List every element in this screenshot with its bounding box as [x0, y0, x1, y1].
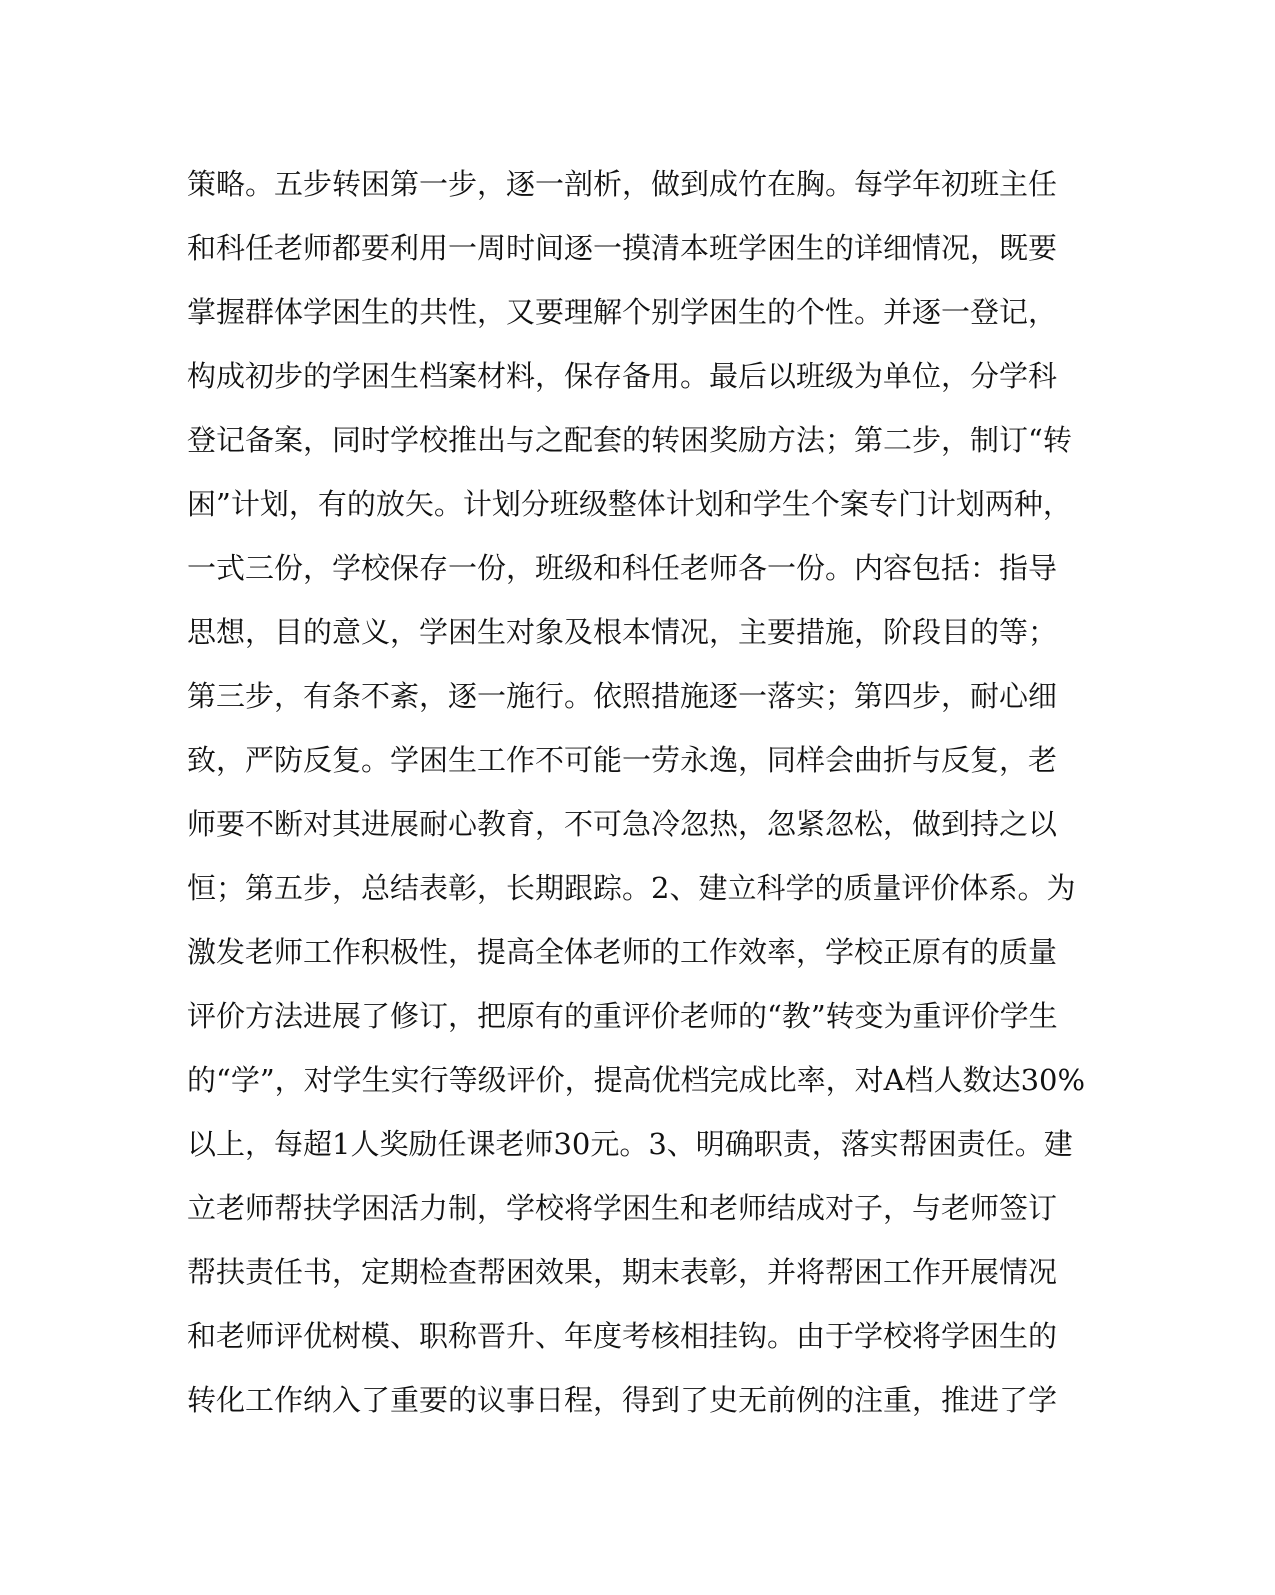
- text-line-6: 困”计划，有的放矢。计划分班级整体计划和学生个案专门计划两种，: [187, 487, 1072, 521]
- text-line-15: 的“学”，对学生实行等级评价，提高优档完成比率，对A档人数达30%: [187, 1063, 1086, 1097]
- text-line-10: 致，严防反复。学困生工作不可能一劳永逸，同样会曲折与反复，老: [187, 743, 1058, 777]
- text-line-13: 激发老师工作积极性，提高全体老师的工作效率，学校正原有的质量: [187, 935, 1058, 969]
- text-line-5: 登记备案，同时学校推出与之配套的转困奖励方法；第二步，制订“转: [187, 423, 1072, 457]
- text-line-19: 和老师评优树模、职称晋升、年度考核相挂钩。由于学校将学困生的: [187, 1319, 1058, 1353]
- text-line-18: 帮扶责任书，定期检查帮困效果，期末表彰，并将帮困工作开展情况: [187, 1255, 1058, 1289]
- text-line-3: 掌握群体学困生的共性，又要理解个别学困生的个性。并逐一登记，: [187, 295, 1058, 329]
- text-line-17: 立老师帮扶学困活力制，学校将学困生和老师结成对子，与老师签订: [187, 1191, 1058, 1225]
- text-line-14: 评价方法进展了修订，把原有的重评价老师的“教”转变为重评价学生: [187, 999, 1058, 1033]
- body-text: [187, 152, 1086, 1432]
- text-line-9: 第三步，有条不紊，逐一施行。依照措施逐一落实；第四步，耐心细: [187, 679, 1058, 713]
- text-line-12: 恒；第五步，总结表彰，长期跟踪。2、建立科学的质量评价体系。为: [187, 871, 1076, 905]
- text-line-16: 以上，每超1人奖励任课老师30元。3、明确职责，落实帮困责任。建: [187, 1127, 1073, 1161]
- text-line-4: 构成初步的学困生档案材料，保存备用。最后以班级为单位，分学科: [187, 359, 1058, 393]
- text-line-1: 策略。五步转困第一步，逐一剖析，做到成竹在胸。每学年初班主任: [187, 167, 1058, 201]
- text-line-2: 和科任老师都要利用一周时间逐一摸清本班学困生的详细情况，既要: [187, 231, 1058, 265]
- text-line-20: 转化工作纳入了重要的议事日程，得到了史无前例的注重，推进了学: [187, 1383, 1058, 1417]
- text-line-7: 一式三份，学校保存一份，班级和科任老师各一份。内容包括：指导: [187, 551, 1058, 585]
- text-line-11: 师要不断对其进展耐心教育，不可急冷忽热，忽紧忽松，做到持之以: [187, 807, 1058, 841]
- text-line-8: 思想，目的意义，学困生对象及根本情况，主要措施，阶段目的等；: [187, 615, 1058, 649]
